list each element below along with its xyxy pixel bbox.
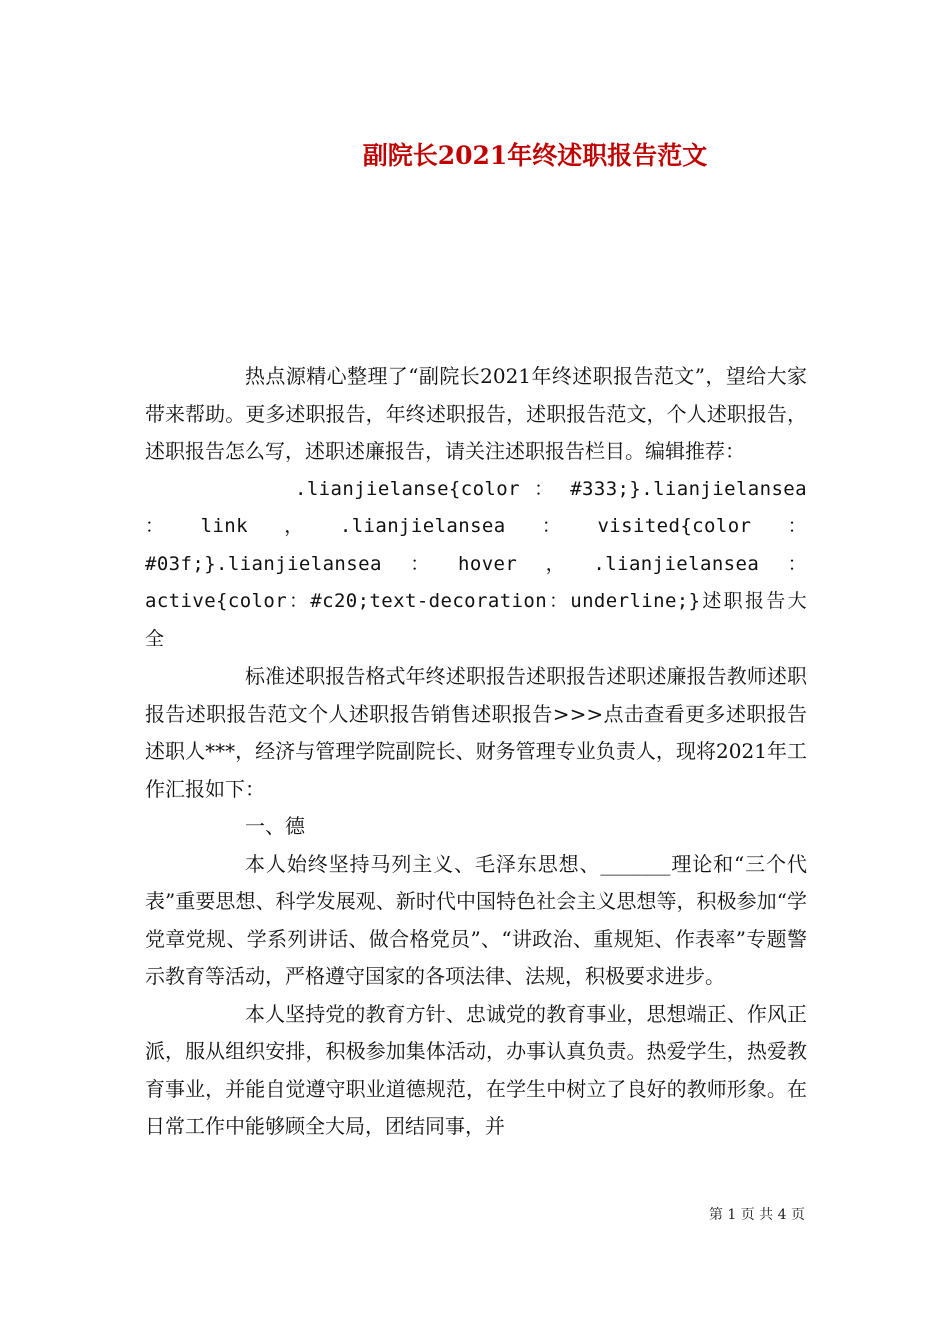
section-paragraph: 本人坚持党的教育方针、忠诚党的教育事业，思想端正、作风正派，服从组织安排，积极参加集体活动，办事认真负责。热爱学生，热爱教育事业，并能自觉遵守职业道德规范，在学生中树立了良好的教师形象。在日常工作中能够顾全大局，团结同事，并	[145, 1001, 807, 1138]
section-heading-de: 一、德	[245, 814, 305, 838]
intro-paragraph: 热点源精心整理了“副院长2021年终述职报告范文”，望给大家带来帮助。更多述职报告，年终述职报告，述职报告范文，个人述职报告，述职报告怎么写，述职述廉报告，请关注述职报告栏目。编辑推荐：	[145, 364, 807, 463]
style-code-paragraph: .lianjielanse{color ： #333;}.lianjielansea ：link，.lianjielansea：visited{color：#03f;}.lianjielansea：hover，.lianjielansea：active{color：#c20;text-decoration：underline;}述职报告大全	[145, 477, 807, 650]
document-body	[145, 358, 807, 1146]
page-number-footer: 第 1 页 共 4 页	[708, 1207, 805, 1223]
recommend-paragraph: 标准述职报告格式年终述职报告述职报告述职述廉报告教师述职报告述职报告范文个人述职报告销售述职报告>>>点击查看更多述职报告述职人***，经济与管理学院副院长、财务管理专业负责人，现将2021年工作汇报如下：	[145, 664, 807, 801]
section-paragraph: 本人始终坚持马列主义、毛泽东思想、_______理论和“三个代表”重要思想、科学发展观、新时代中国特色社会主义思想等，积极参加“学党章党规、学系列讲话、做合格党员”、“讲政治、重规矩、作表率”专题警示教育等活动，严格遵守国家的各项法律、法规，积极要求进步。	[145, 851, 807, 988]
document-title: 副院长2021年终述职报告范文	[362, 141, 708, 170]
